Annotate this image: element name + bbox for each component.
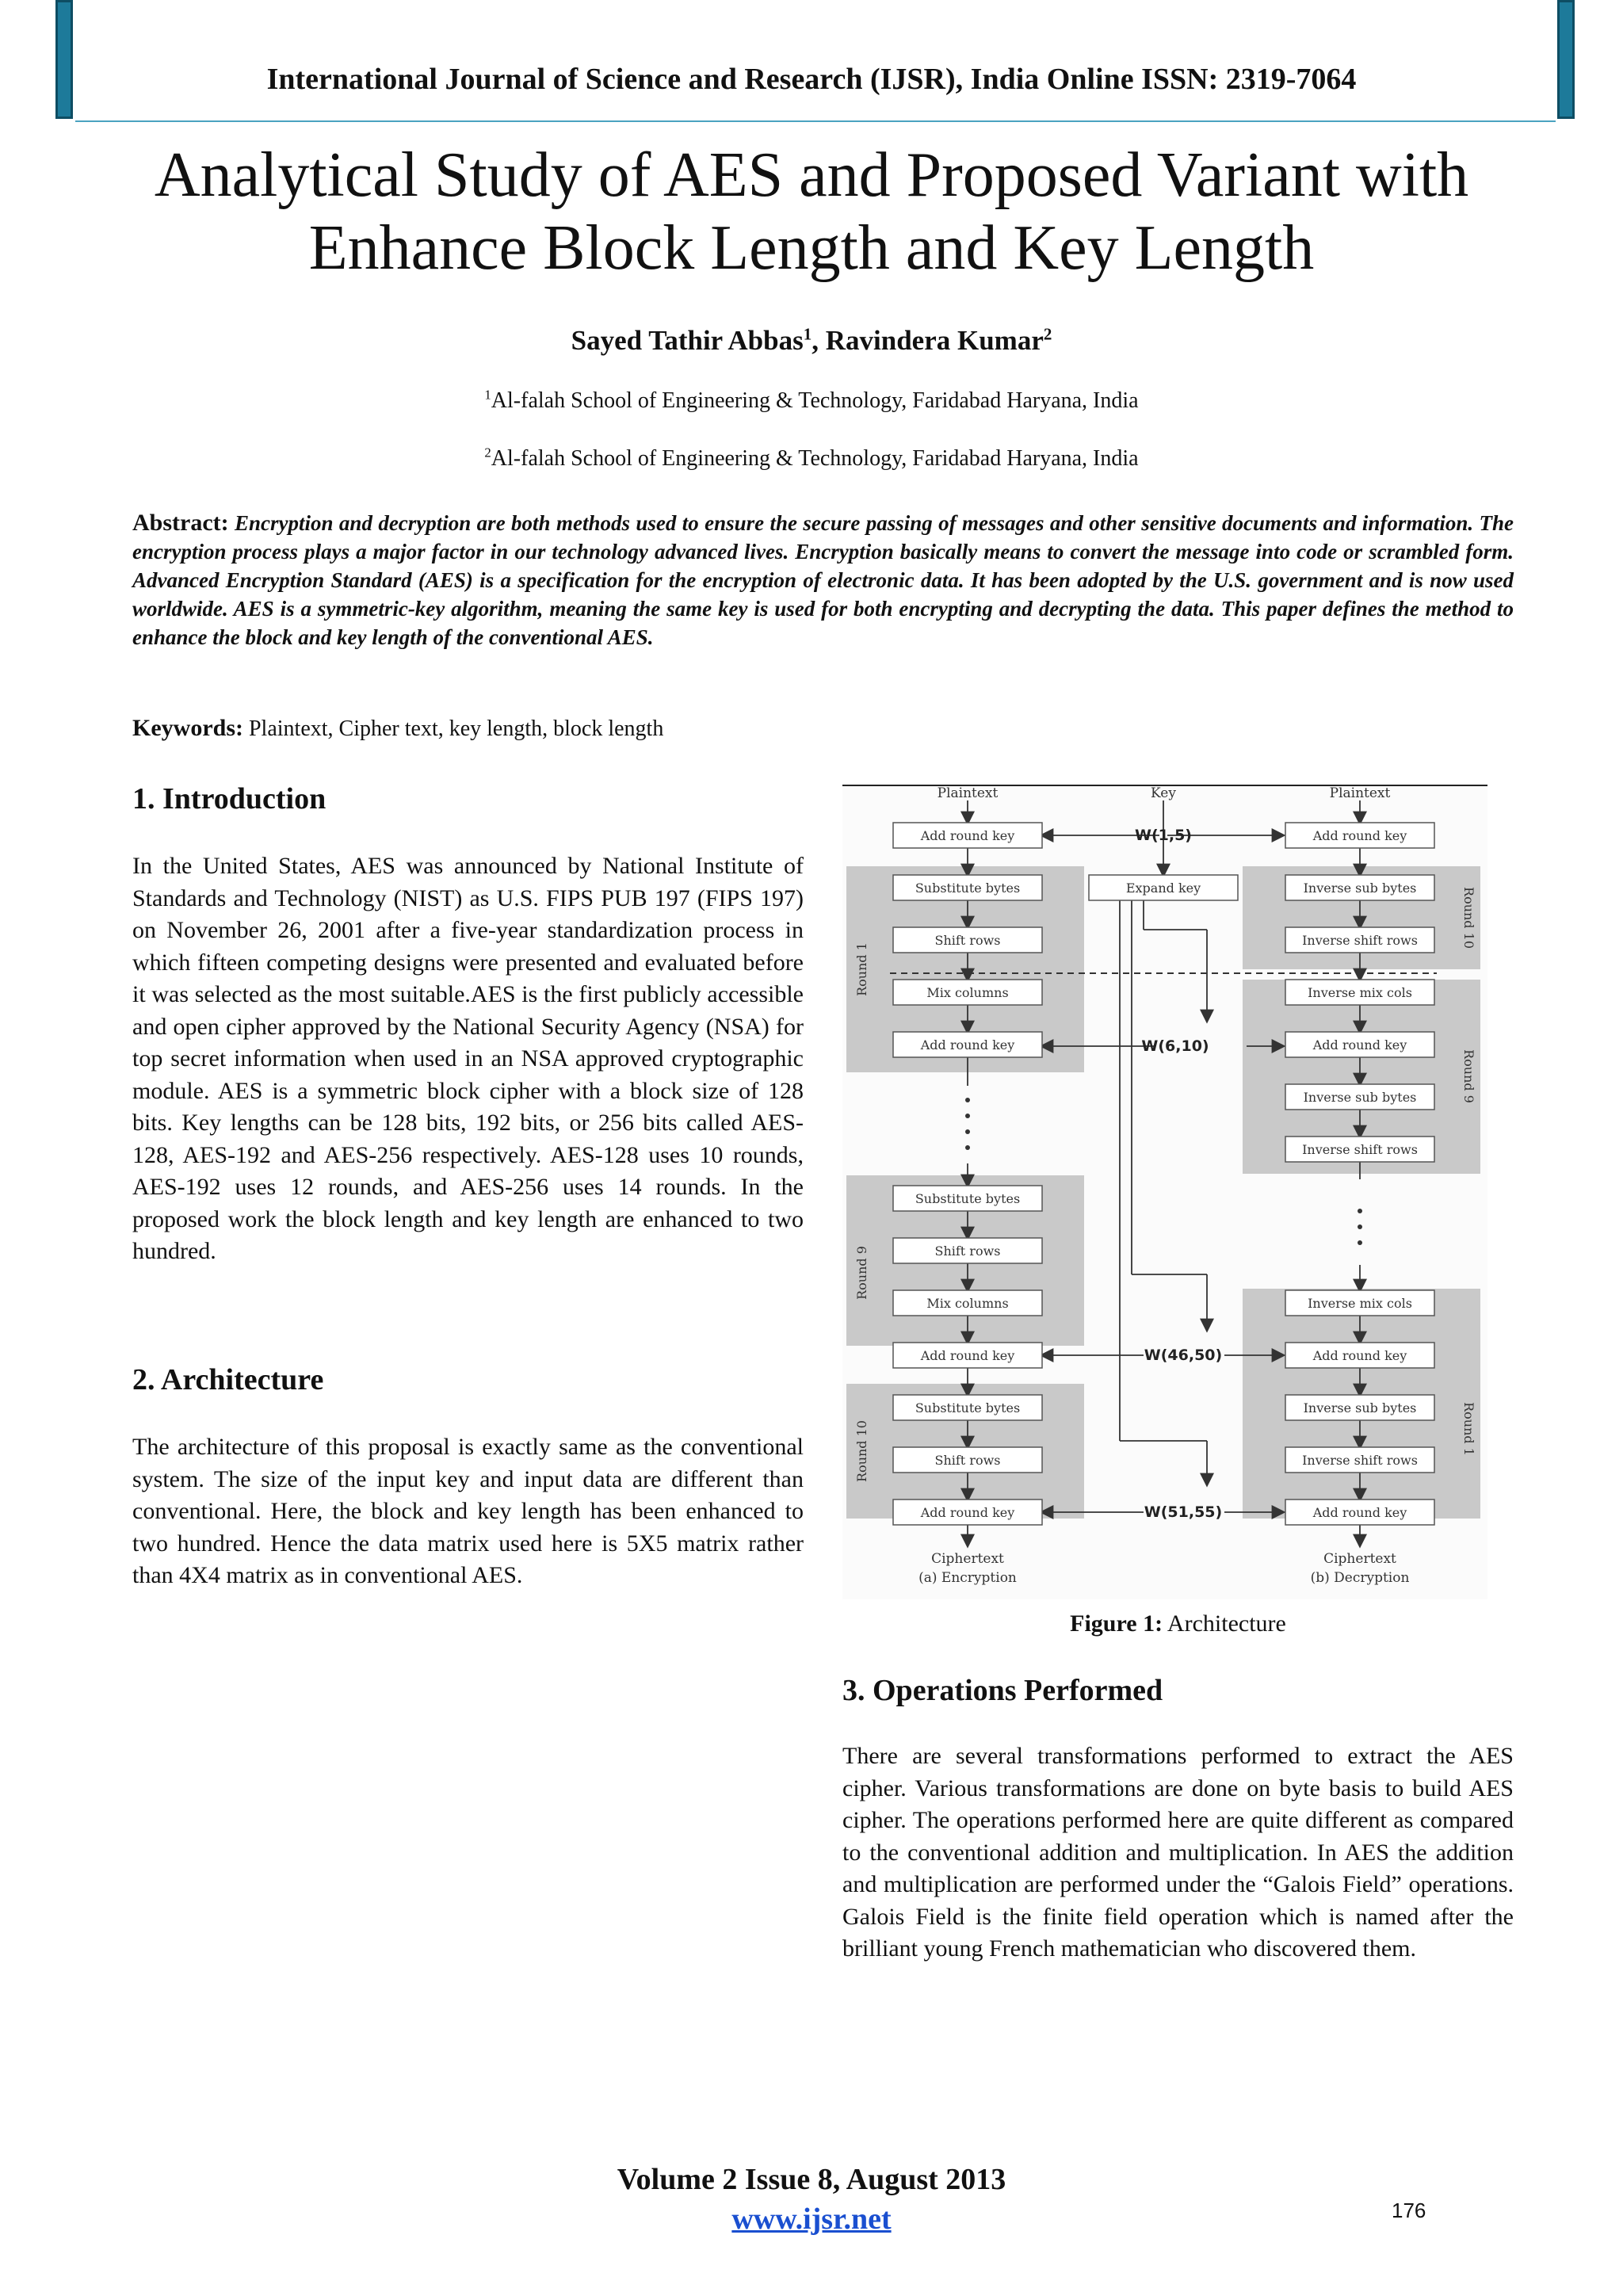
author-2: Ravindera Kumar	[825, 325, 1044, 356]
enc-step-2: Substitute bytes	[915, 881, 1021, 896]
enc-step-9: Add round key	[920, 1348, 1015, 1363]
keywords-text: Plaintext, Cipher text, key length, block length	[248, 716, 664, 741]
ciphertext-label-left: Ciphertext	[931, 1551, 1004, 1567]
round-label-enc-9: Round 9	[854, 1246, 869, 1300]
dec-step-11: Inverse shift rows	[1302, 1453, 1418, 1468]
dec-step-4: Inverse mix cols	[1308, 985, 1412, 1000]
paper-title	[79, 139, 1544, 285]
round-label-enc-1: Round 1	[854, 942, 869, 996]
encryption-sublabel: (a) Encryption	[918, 1570, 1017, 1586]
affiliation-2-sup: 2	[484, 445, 491, 460]
round-label-enc-10: Round 10	[854, 1420, 869, 1482]
dec-step-9: Add round key	[1312, 1348, 1407, 1363]
key-label: Key	[1151, 785, 1176, 801]
section-heading-introduction: 1. Introduction	[132, 782, 327, 816]
dec-step-1: Add round key	[1312, 828, 1407, 843]
affiliation-1-sup: 1	[484, 387, 491, 403]
introduction-paragraph: In the United States, AES was announced by National Institute of Standards and Technology (NIST) as U.S. FIPS PUB 197 (FIPS 197) on November 26, 2001 after a five-year standardization process in which fifteen competing designs were presented and evaluated before it was selected as the most suitable.AES is the first publicly accessible and open cipher approved by the National Security Agency (NSA) for top secret information when used in an NSA approved cryptographic module. AES is a symmetric block cipher with a block size of 128 bits. Key lengths can be 128 bits, 192 bits, or 256 bits called AES-128, AES-192 and AES-256 respectively. AES-128 uses 10 rounds, AES-192 uses 12 rounds, and AES-256 uses 14 rounds. In the proposed work the block length and key length are enhanced to two hundred.	[132, 853, 804, 1264]
footer-url-link[interactable]: www.ijsr.net	[731, 2202, 892, 2236]
affiliation-1-text: Al-falah School of Engineering & Technology, Faridabad Haryana, India	[491, 388, 1139, 413]
section-heading-architecture: 2. Architecture	[132, 1363, 324, 1396]
w-label-4: W(51,55)	[1144, 1503, 1223, 1521]
footer-volume: Volume 2 Issue 8, August 2013	[617, 2163, 1006, 2196]
aes-flow-diagram	[842, 783, 1487, 1599]
dec-step-6: Inverse sub bytes	[1303, 1090, 1417, 1105]
section-heading-operations: 3. Operations Performed	[842, 1674, 1163, 1707]
dec-step-8: Inverse mix cols	[1308, 1296, 1412, 1311]
abstract-label: Abstract:	[132, 510, 229, 536]
keywords	[132, 715, 663, 742]
dec-step-10: Inverse sub bytes	[1303, 1400, 1417, 1415]
enc-step-12: Add round key	[920, 1505, 1015, 1520]
author-1-sup: 1	[803, 324, 812, 344]
author-1: Sayed Tathir Abbas	[571, 325, 804, 356]
ciphertext-label-right: Ciphertext	[1323, 1551, 1396, 1567]
author-2-sup: 2	[1043, 324, 1052, 344]
abstract	[132, 509, 1514, 651]
w-label-2: W(6,10)	[1141, 1037, 1209, 1055]
abstract-text: Encryption and decryption are both methods used to ensure the secure passing of messages and other sensitive documents and information. The encryption process plays a major factor in our technology advanced lives. Encryption basically means to convert the message into code or scrambled form. Advanced Encryption Standard (AES) is a specification for the encryption of electronic data. It has been adopted by the U.S. government and is now used worldwide. AES is a symmetric-key algorithm, meaning the same key is used for both encrypting and decrypting the data. This paper defines the method to enhance the block and key length of the conventional AES.	[132, 511, 1514, 649]
header-decoration-left	[55, 0, 73, 119]
round-label-dec-9: Round 9	[1461, 1049, 1476, 1103]
enc-step-6: Substitute bytes	[915, 1191, 1021, 1206]
plaintext-label-right: Plaintext	[1329, 785, 1391, 801]
keywords-label: Keywords:	[132, 715, 243, 741]
architecture-paragraph: The architecture of this proposal is exactly same as the conventional system. The size of the input key and input data are different than conventional. Here, the block and key length has been enhanced to two hundred. Hence the data matrix used here is 5X5 matrix rather than 4X4 matrix as in conventional AES.	[132, 1434, 804, 1588]
expand-key-label: Expand key	[1125, 881, 1201, 896]
plaintext-label-left: Plaintext	[937, 785, 999, 801]
enc-step-11: Shift rows	[934, 1453, 1001, 1468]
affiliation-2	[0, 446, 1623, 472]
decryption-sublabel: (b) Decryption	[1310, 1570, 1410, 1586]
round-label-dec-10: Round 10	[1461, 887, 1476, 949]
journal-header: International Journal of Science and Research (IJSR), India Online ISSN: 2319-7064	[266, 63, 1357, 96]
figure-caption-text: Architecture	[1163, 1610, 1286, 1637]
w-label-3: W(46,50)	[1144, 1347, 1223, 1364]
dec-step-2: Inverse sub bytes	[1303, 881, 1417, 896]
affiliation-1	[0, 388, 1623, 414]
enc-step-8: Mix columns	[926, 1296, 1009, 1311]
w-label-1: W(1,5)	[1135, 827, 1192, 844]
affiliation-2-text: Al-falah School of Engineering & Technology, Faridabad Haryana, India	[491, 446, 1139, 471]
title-line-1: Analytical Study of AES and Proposed Variant with	[154, 140, 1469, 210]
enc-step-1: Add round key	[920, 828, 1015, 843]
dec-step-7: Inverse shift rows	[1302, 1142, 1418, 1157]
operations-paragraph: There are several transformations performed to extract the AES cipher. Various transformations are done on byte basis to build AES cipher. The operations performed here are quite different as compared to the conventional addition and multiplication. In AES the addition and multiplication are performed under the “Galois Field” operations. Galois Field is the finite field operation which is named after the brilliant young French mathematician who discovered them.	[842, 1743, 1514, 1962]
architecture-figure	[842, 783, 1487, 1599]
figure-caption	[842, 1610, 1514, 1637]
header-rule	[75, 120, 1556, 122]
enc-step-4: Mix columns	[926, 985, 1009, 1000]
title-line-2: Enhance Block Length and Key Length	[308, 213, 1315, 283]
round-label-dec-1: Round 1	[1461, 1402, 1476, 1456]
dec-step-3: Inverse shift rows	[1302, 933, 1418, 948]
dec-step-12: Add round key	[1312, 1505, 1407, 1520]
page-number: 176	[1392, 2199, 1426, 2222]
enc-step-7: Shift rows	[934, 1244, 1001, 1259]
author-separator: ,	[812, 325, 826, 356]
enc-step-5: Add round key	[920, 1037, 1015, 1052]
enc-step-10: Substitute bytes	[915, 1400, 1021, 1415]
figure-caption-label: Figure 1:	[1070, 1610, 1163, 1637]
enc-step-3: Shift rows	[934, 933, 1001, 948]
header-decoration-right	[1557, 0, 1575, 119]
author-list	[0, 325, 1623, 357]
dec-step-5: Add round key	[1312, 1037, 1407, 1052]
